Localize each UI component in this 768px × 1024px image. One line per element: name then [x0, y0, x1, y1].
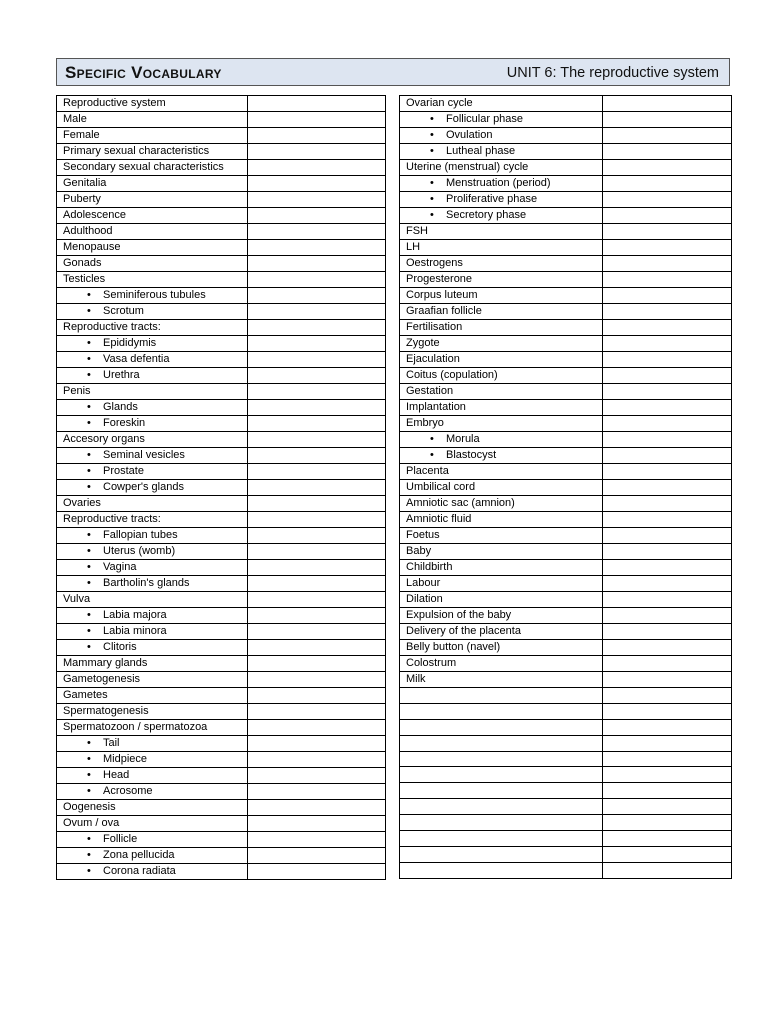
table-row: [400, 783, 732, 799]
translation-blank-cell[interactable]: [248, 560, 386, 576]
table-row: [57, 304, 386, 320]
table-row: [400, 640, 732, 656]
vocabulary-subterm: • Vasa defentia: [57, 352, 248, 368]
table-row: [400, 528, 732, 544]
table-row: [57, 688, 386, 704]
table-row: [400, 304, 732, 320]
translation-blank-cell[interactable]: [248, 624, 386, 640]
table-row: [400, 416, 732, 432]
table-row: [400, 576, 732, 592]
translation-blank-cell[interactable]: [248, 160, 386, 176]
table-row: [57, 736, 386, 752]
table-row: [57, 368, 386, 384]
translation-blank-cell[interactable]: [248, 832, 386, 848]
vocabulary-term: Amniotic fluid: [400, 512, 603, 528]
translation-blank-cell[interactable]: [603, 368, 732, 384]
translation-blank-cell[interactable]: [248, 608, 386, 624]
vocabulary-term: Placenta: [400, 464, 603, 480]
table-row: [57, 352, 386, 368]
table-row: [57, 272, 386, 288]
translation-blank-cell[interactable]: [603, 656, 732, 672]
table-row: [400, 862, 732, 878]
table-row: [57, 656, 386, 672]
vocabulary-term: Genitalia: [57, 176, 248, 192]
table-row: [57, 112, 386, 128]
table-row: [400, 719, 732, 735]
vocabulary-term: [400, 688, 603, 704]
table-row: [57, 384, 386, 400]
translation-blank-cell[interactable]: [248, 544, 386, 560]
vocabulary-term: Zygote: [400, 336, 603, 352]
vocabulary-term: Umbilical cord: [400, 480, 603, 496]
table-row: [400, 240, 732, 256]
translation-blank-cell[interactable]: [603, 176, 732, 192]
table-row: [400, 176, 732, 192]
vocabulary-subterm: • Zona pellucida: [57, 848, 248, 864]
table-row: [57, 624, 386, 640]
vocabulary-term: Amniotic sac (amnion): [400, 496, 603, 512]
translation-blank-cell[interactable]: [603, 464, 732, 480]
vocabulary-subterm: • Fallopian tubes: [57, 528, 248, 544]
vocabulary-term: Secondary sexual characteristics: [57, 160, 248, 176]
vocabulary-subterm: • Seminal vesicles: [57, 448, 248, 464]
table-row: [400, 128, 732, 144]
table-row: [400, 799, 732, 815]
translation-blank-cell[interactable]: [603, 846, 732, 862]
translation-blank-cell[interactable]: [248, 672, 386, 688]
translation-blank-cell[interactable]: [603, 624, 732, 640]
translation-blank-cell[interactable]: [603, 799, 732, 815]
table-row: [57, 640, 386, 656]
translation-blank-cell[interactable]: [603, 688, 732, 704]
translation-blank-cell[interactable]: [603, 703, 732, 719]
vocabulary-term: Uterine (menstrual) cycle: [400, 160, 603, 176]
vocabulary-term: Menopause: [57, 240, 248, 256]
translation-blank-cell[interactable]: [603, 432, 732, 448]
translation-blank-cell[interactable]: [603, 544, 732, 560]
table-row: [400, 368, 732, 384]
translation-blank-cell[interactable]: [603, 862, 732, 878]
vocabulary-term: Reproductive system: [57, 96, 248, 112]
vocabulary-term: Expulsion of the baby: [400, 608, 603, 624]
table-row: [400, 400, 732, 416]
translation-blank-cell[interactable]: [248, 736, 386, 752]
vocabulary-term: [400, 815, 603, 831]
translation-blank-cell[interactable]: [248, 496, 386, 512]
translation-blank-cell[interactable]: [603, 528, 732, 544]
vocabulary-term: Oogenesis: [57, 800, 248, 816]
table-row: [57, 96, 386, 112]
vocabulary-term: Reproductive tracts:: [57, 320, 248, 336]
table-row: [400, 448, 732, 464]
translation-blank-cell[interactable]: [603, 320, 732, 336]
translation-blank-cell[interactable]: [603, 767, 732, 783]
table-row: [57, 288, 386, 304]
vocabulary-term: Baby: [400, 544, 603, 560]
translation-blank-cell[interactable]: [248, 592, 386, 608]
table-row: [400, 144, 732, 160]
table-row: [400, 112, 732, 128]
translation-blank-cell[interactable]: [248, 640, 386, 656]
translation-blank-cell[interactable]: [248, 752, 386, 768]
table-row: [400, 560, 732, 576]
table-row: [57, 592, 386, 608]
translation-blank-cell[interactable]: [248, 656, 386, 672]
vocabulary-term: Dilation: [400, 592, 603, 608]
translation-blank-cell[interactable]: [248, 768, 386, 784]
table-row: [400, 672, 732, 688]
vocabulary-term: FSH: [400, 224, 603, 240]
vocabulary-subterm: • Scrotum: [57, 304, 248, 320]
vocabulary-term: Ovaries: [57, 496, 248, 512]
translation-blank-cell[interactable]: [248, 192, 386, 208]
translation-blank-cell[interactable]: [248, 576, 386, 592]
table-row: [400, 624, 732, 640]
translation-blank-cell[interactable]: [248, 720, 386, 736]
vocabulary-term: Male: [57, 112, 248, 128]
translation-blank-cell[interactable]: [603, 352, 732, 368]
vocabulary-term: Ovarian cycle: [400, 96, 603, 112]
table-row: [400, 815, 732, 831]
translation-blank-cell[interactable]: [248, 432, 386, 448]
translation-blank-cell[interactable]: [603, 272, 732, 288]
vocabulary-term: Gametogenesis: [57, 672, 248, 688]
vocabulary-term: [400, 751, 603, 767]
vocabulary-subterm: • Tail: [57, 736, 248, 752]
vocabulary-subterm: • Menstruation (period): [400, 176, 603, 192]
table-row: [400, 464, 732, 480]
vocabulary-term: LH: [400, 240, 603, 256]
translation-blank-cell[interactable]: [603, 96, 732, 112]
translation-blank-cell[interactable]: [603, 416, 732, 432]
translation-blank-cell[interactable]: [248, 144, 386, 160]
table-row: [400, 512, 732, 528]
vocabulary-subterm: • Ovulation: [400, 128, 603, 144]
translation-blank-cell[interactable]: [603, 815, 732, 831]
vocabulary-term: Ovum / ova: [57, 816, 248, 832]
table-row: [57, 512, 386, 528]
table-row: [57, 256, 386, 272]
table-row: [400, 751, 732, 767]
vocabulary-term: Penis: [57, 384, 248, 400]
vocabulary-term: Labour: [400, 576, 603, 592]
translation-blank-cell[interactable]: [248, 400, 386, 416]
vocabulary-subterm: • Proliferative phase: [400, 192, 603, 208]
vocabulary-term: Implantation: [400, 400, 603, 416]
vocabulary-term: [400, 719, 603, 735]
unit-title: UNIT 6: The reproductive system: [506, 65, 719, 81]
vocabulary-term: Reproductive tracts:: [57, 512, 248, 528]
table-row: [400, 160, 732, 176]
vocabulary-term: Corpus luteum: [400, 288, 603, 304]
translation-blank-cell[interactable]: [248, 384, 386, 400]
vocabulary-subterm: • Follicle: [57, 832, 248, 848]
translation-blank-cell[interactable]: [603, 512, 732, 528]
table-row: [400, 735, 732, 751]
vocabulary-term: [400, 767, 603, 783]
vocabulary-table-left: [56, 95, 386, 880]
vocabulary-term: Colostrum: [400, 656, 603, 672]
translation-blank-cell[interactable]: [603, 288, 732, 304]
table-row: [57, 816, 386, 832]
table-row: [400, 656, 732, 672]
vocabulary-subterm: • Prostate: [57, 464, 248, 480]
table-row: [400, 767, 732, 783]
translation-blank-cell[interactable]: [603, 336, 732, 352]
translation-blank-cell[interactable]: [603, 208, 732, 224]
translation-blank-cell[interactable]: [603, 560, 732, 576]
vocabulary-term: [400, 846, 603, 862]
translation-blank-cell[interactable]: [603, 608, 732, 624]
vocabulary-term: Spermatozoon / spermatozoa: [57, 720, 248, 736]
table-row: [57, 128, 386, 144]
translation-blank-cell[interactable]: [248, 240, 386, 256]
translation-blank-cell[interactable]: [248, 272, 386, 288]
vocabulary-term: Milk: [400, 672, 603, 688]
table-row: [57, 576, 386, 592]
table-row: [400, 352, 732, 368]
vocabulary-subterm: • Acrosome: [57, 784, 248, 800]
translation-blank-cell[interactable]: [248, 352, 386, 368]
translation-blank-cell[interactable]: [603, 640, 732, 656]
vocabulary-term: Oestrogens: [400, 256, 603, 272]
table-row: [57, 224, 386, 240]
vocabulary-subterm: • Follicular phase: [400, 112, 603, 128]
vocabulary-subterm: • Labia majora: [57, 608, 248, 624]
vocabulary-term: [400, 703, 603, 719]
table-row: [57, 192, 386, 208]
vocabulary-subterm: • Morula: [400, 432, 603, 448]
table-row: [57, 208, 386, 224]
table-row: [400, 831, 732, 847]
vocabulary-subterm: • Vagina: [57, 560, 248, 576]
translation-blank-cell[interactable]: [603, 400, 732, 416]
table-row: [57, 464, 386, 480]
table-row: [400, 208, 732, 224]
translation-blank-cell[interactable]: [248, 368, 386, 384]
vocabulary-subterm: • Lutheal phase: [400, 144, 603, 160]
translation-blank-cell[interactable]: [603, 831, 732, 847]
table-row: [57, 720, 386, 736]
table-row: [400, 320, 732, 336]
table-row: [400, 96, 732, 112]
vocabulary-term: Spermatogenesis: [57, 704, 248, 720]
vocabulary-term: Ejaculation: [400, 352, 603, 368]
table-row: [57, 432, 386, 448]
table-row: [57, 336, 386, 352]
vocabulary-subterm: • Bartholin's glands: [57, 576, 248, 592]
translation-blank-cell[interactable]: [603, 384, 732, 400]
translation-blank-cell[interactable]: [603, 224, 732, 240]
vocabulary-term: Gametes: [57, 688, 248, 704]
table-row: [57, 416, 386, 432]
vocabulary-subterm: • Blastocyst: [400, 448, 603, 464]
translation-blank-cell[interactable]: [248, 416, 386, 432]
vocabulary-subterm: • Epididymis: [57, 336, 248, 352]
translation-blank-cell[interactable]: [603, 480, 732, 496]
table-row: [400, 224, 732, 240]
translation-blank-cell[interactable]: [603, 751, 732, 767]
table-row: [400, 384, 732, 400]
translation-blank-cell[interactable]: [248, 320, 386, 336]
table-row: [57, 832, 386, 848]
table-row: [400, 592, 732, 608]
translation-blank-cell[interactable]: [248, 480, 386, 496]
translation-blank-cell[interactable]: [603, 448, 732, 464]
table-row: [57, 528, 386, 544]
vocabulary-subterm: • Midpiece: [57, 752, 248, 768]
translation-blank-cell[interactable]: [248, 336, 386, 352]
table-row: [57, 800, 386, 816]
translation-blank-cell[interactable]: [603, 783, 732, 799]
translation-blank-cell[interactable]: [603, 719, 732, 735]
vocabulary-term: Mammary glands: [57, 656, 248, 672]
vocabulary-term: Belly button (navel): [400, 640, 603, 656]
vocabulary-subterm: • Head: [57, 768, 248, 784]
vocabulary-subterm: • Secretory phase: [400, 208, 603, 224]
vocabulary-subterm: • Labia minora: [57, 624, 248, 640]
translation-blank-cell[interactable]: [603, 496, 732, 512]
table-row: [400, 272, 732, 288]
translation-blank-cell[interactable]: [603, 735, 732, 751]
vocabulary-term: Primary sexual characteristics: [57, 144, 248, 160]
translation-blank-cell[interactable]: [248, 224, 386, 240]
table-row: [57, 320, 386, 336]
translation-blank-cell[interactable]: [248, 816, 386, 832]
vocabulary-term: Childbirth: [400, 560, 603, 576]
table-row: [57, 144, 386, 160]
vocabulary-term: Delivery of the placenta: [400, 624, 603, 640]
vocabulary-term: Vulva: [57, 592, 248, 608]
table-row: [57, 768, 386, 784]
vocabulary-term: Testicles: [57, 272, 248, 288]
translation-blank-cell[interactable]: [248, 448, 386, 464]
table-row: [57, 176, 386, 192]
vocabulary-term: [400, 735, 603, 751]
translation-blank-cell[interactable]: [248, 208, 386, 224]
translation-blank-cell[interactable]: [248, 176, 386, 192]
vocabulary-term: Foetus: [400, 528, 603, 544]
vocabulary-subterm: • Urethra: [57, 368, 248, 384]
worksheet-header: [56, 58, 730, 86]
table-row: [400, 703, 732, 719]
translation-blank-cell[interactable]: [248, 112, 386, 128]
table-row: [57, 848, 386, 864]
table-row: [57, 704, 386, 720]
table-row: [400, 688, 732, 704]
table-row: [400, 288, 732, 304]
vocabulary-subterm: • Corona radiata: [57, 864, 248, 880]
table-row: [57, 784, 386, 800]
translation-blank-cell[interactable]: [248, 96, 386, 112]
vocabulary-term: Fertilisation: [400, 320, 603, 336]
vocabulary-term: [400, 799, 603, 815]
vocabulary-term: [400, 831, 603, 847]
table-row: [57, 752, 386, 768]
vocabulary-subterm: • Foreskin: [57, 416, 248, 432]
vocabulary-term: Progesterone: [400, 272, 603, 288]
vocabulary-subterm: • Uterus (womb): [57, 544, 248, 560]
translation-blank-cell[interactable]: [248, 464, 386, 480]
vocabulary-subterm: • Cowper's glands: [57, 480, 248, 496]
table-row: [57, 160, 386, 176]
translation-blank-cell[interactable]: [603, 112, 732, 128]
translation-blank-cell[interactable]: [603, 128, 732, 144]
table-row: [400, 544, 732, 560]
table-row: [400, 608, 732, 624]
table-row: [57, 400, 386, 416]
translation-blank-cell[interactable]: [248, 848, 386, 864]
table-row: [400, 192, 732, 208]
table-row: [400, 480, 732, 496]
translation-blank-cell[interactable]: [603, 192, 732, 208]
translation-blank-cell[interactable]: [603, 672, 732, 688]
vocabulary-term: [400, 862, 603, 878]
vocabulary-term: [400, 783, 603, 799]
table-row: [400, 496, 732, 512]
table-row: [400, 846, 732, 862]
vocabulary-subterm: • Glands: [57, 400, 248, 416]
translation-blank-cell[interactable]: [248, 512, 386, 528]
vocabulary-term: Gestation: [400, 384, 603, 400]
table-row: [57, 864, 386, 880]
translation-blank-cell[interactable]: [248, 784, 386, 800]
translation-blank-cell[interactable]: [248, 688, 386, 704]
translation-blank-cell[interactable]: [248, 800, 386, 816]
translation-blank-cell[interactable]: [603, 144, 732, 160]
table-row: [57, 672, 386, 688]
vocabulary-term: Adulthood: [57, 224, 248, 240]
translation-blank-cell[interactable]: [603, 304, 732, 320]
page-title: Specific Vocabulary: [65, 63, 222, 82]
table-row: [57, 560, 386, 576]
translation-blank-cell[interactable]: [248, 256, 386, 272]
table-row: [57, 240, 386, 256]
table-row: [57, 496, 386, 512]
table-row: [57, 544, 386, 560]
table-row: [57, 448, 386, 464]
translation-blank-cell[interactable]: [603, 256, 732, 272]
translation-blank-cell[interactable]: [248, 128, 386, 144]
vocabulary-term: Adolescence: [57, 208, 248, 224]
vocabulary-term: Graafian follicle: [400, 304, 603, 320]
translation-blank-cell[interactable]: [248, 528, 386, 544]
vocabulary-term: Accesory organs: [57, 432, 248, 448]
table-row: [57, 480, 386, 496]
vocabulary-term: Female: [57, 128, 248, 144]
translation-blank-cell[interactable]: [603, 592, 732, 608]
table-row: [400, 336, 732, 352]
vocabulary-term: Puberty: [57, 192, 248, 208]
translation-blank-cell[interactable]: [248, 864, 386, 880]
translation-blank-cell[interactable]: [248, 304, 386, 320]
translation-blank-cell[interactable]: [603, 576, 732, 592]
vocabulary-term: Gonads: [57, 256, 248, 272]
vocabulary-term: Coitus (copulation): [400, 368, 603, 384]
vocabulary-subterm: • Clitoris: [57, 640, 248, 656]
vocabulary-term: Embryo: [400, 416, 603, 432]
table-row: [400, 432, 732, 448]
vocabulary-table-right: [399, 95, 732, 879]
translation-blank-cell[interactable]: [248, 288, 386, 304]
translation-blank-cell[interactable]: [603, 240, 732, 256]
table-row: [400, 256, 732, 272]
vocabulary-subterm: • Seminiferous tubules: [57, 288, 248, 304]
translation-blank-cell[interactable]: [603, 160, 732, 176]
table-row: [57, 608, 386, 624]
translation-blank-cell[interactable]: [248, 704, 386, 720]
